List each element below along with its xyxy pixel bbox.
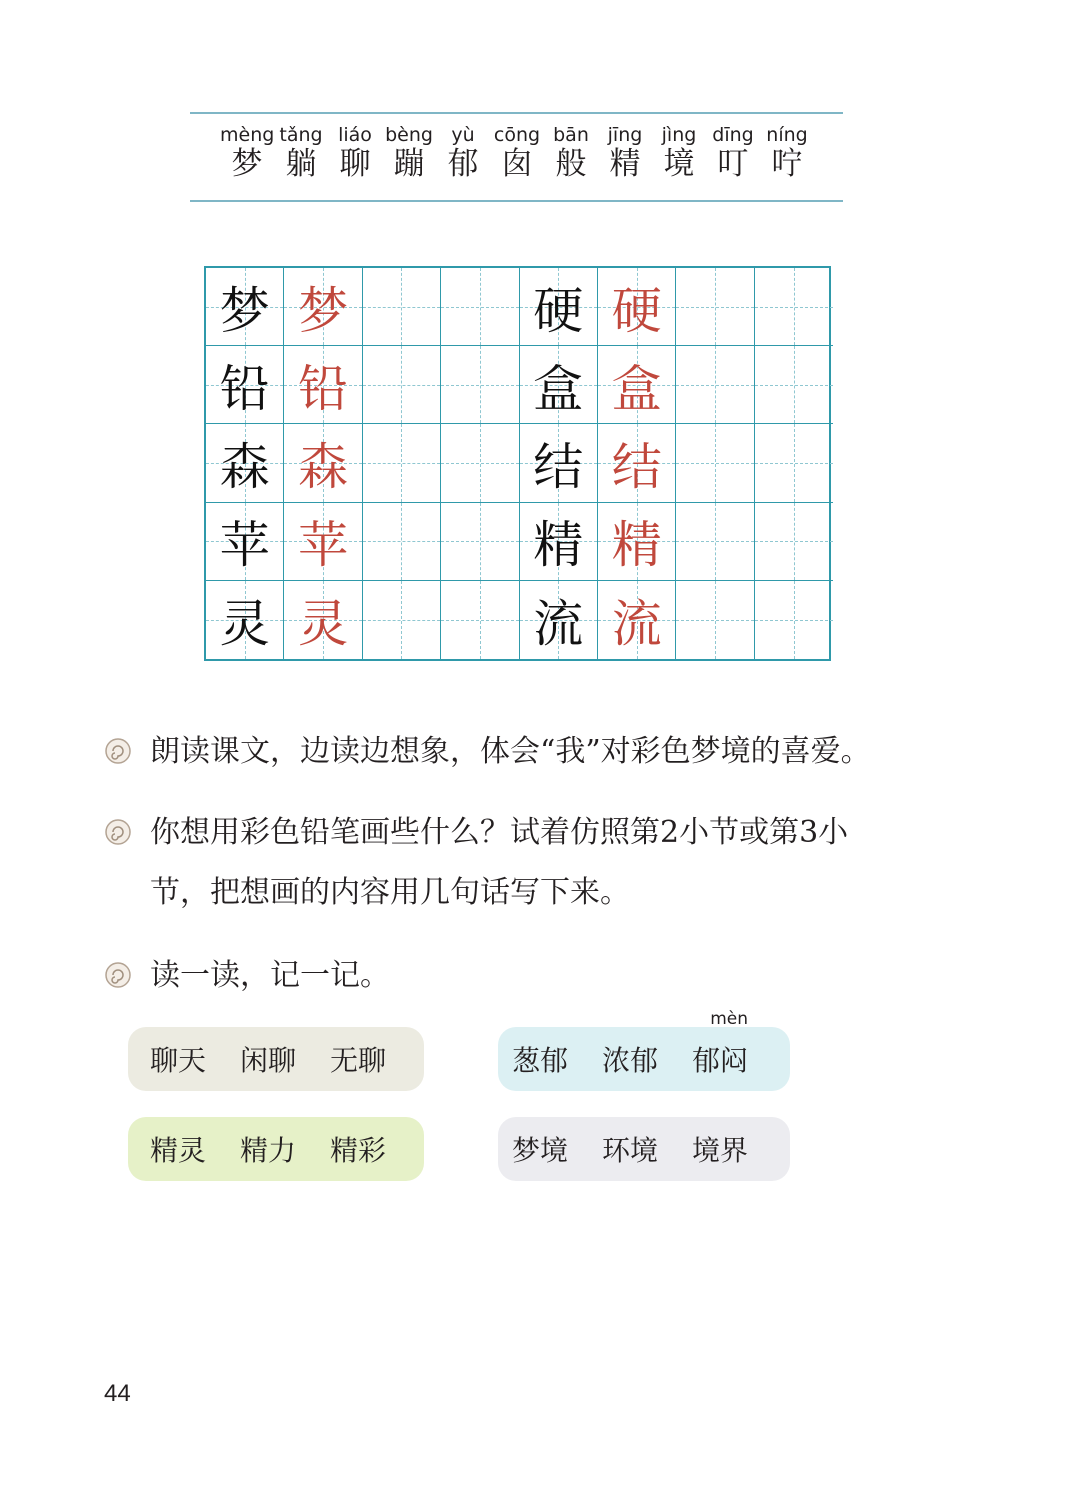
word: 无聊 <box>330 1044 387 1077</box>
hanzi: 梦 <box>231 146 263 182</box>
word-group-yu <box>498 1009 790 1091</box>
new-character <box>382 124 436 182</box>
grid-cell <box>676 346 754 424</box>
task-2-line-2: 节，把想画的内容用几句话写下来。 <box>150 875 630 910</box>
trace-character: 铅 <box>298 359 349 418</box>
word: 闲聊 <box>240 1044 297 1077</box>
hanzi: 叮 <box>717 146 749 182</box>
word: 郁闷 <box>692 1044 749 1077</box>
pinyin: jìng <box>661 124 697 146</box>
grid-row <box>206 424 829 502</box>
writing-practice-grid <box>204 266 831 661</box>
hanzi: 囱 <box>501 146 533 182</box>
word-group-jingjie <box>498 1117 790 1181</box>
pinyin: cōng <box>493 124 541 146</box>
new-characters-row <box>220 124 814 182</box>
grid-cell <box>520 503 598 581</box>
pinyin: bèng <box>385 124 433 146</box>
grid-cell <box>363 581 441 659</box>
task-1-text: 朗读课文，边读边想象，体会“我”对彩色梦境的喜爱。 <box>150 734 871 769</box>
grid-cell <box>284 503 362 581</box>
trace-character: 森 <box>298 437 349 496</box>
hanzi: 境 <box>663 146 695 182</box>
new-character <box>220 124 274 182</box>
grid-cell <box>206 268 284 346</box>
pinyin: liáo <box>338 124 372 146</box>
grid-cell <box>520 424 598 502</box>
model-character: 铅 <box>219 359 270 418</box>
new-characters-band <box>190 112 843 202</box>
task-1 <box>104 722 984 782</box>
word: 精灵 <box>150 1134 207 1167</box>
trace-character: 结 <box>611 437 662 496</box>
word: 聊天 <box>150 1044 207 1077</box>
hanzi: 蹦 <box>393 146 425 182</box>
grid-cell <box>520 346 598 424</box>
grid-row <box>206 581 829 659</box>
grid-cell <box>598 581 676 659</box>
hanzi: 精 <box>609 146 641 182</box>
trace-character: 灵 <box>298 594 349 653</box>
grid-cell <box>206 346 284 424</box>
grid-cell <box>441 424 519 502</box>
word-group-jing <box>128 1117 424 1181</box>
grid-cell <box>598 268 676 346</box>
word: 精彩 <box>330 1134 387 1167</box>
pinyin: níng <box>766 124 808 146</box>
grid-cell <box>284 581 362 659</box>
model-character: 结 <box>533 437 584 496</box>
word: 环境 <box>602 1134 659 1167</box>
new-character <box>490 124 544 182</box>
new-character <box>274 124 328 182</box>
grid-cell <box>598 424 676 502</box>
grid-cell <box>676 503 754 581</box>
grid-cell <box>598 346 676 424</box>
grid-cell <box>441 346 519 424</box>
grid-cell <box>598 503 676 581</box>
hanzi: 般 <box>555 146 587 182</box>
grid-cell <box>363 268 441 346</box>
task-2-line-1: 你想用彩色铅笔画些什么？试着仿照第2小节或第3小 <box>150 815 849 850</box>
grid-cell <box>676 268 754 346</box>
grid-cell <box>441 503 519 581</box>
word: 梦境 <box>512 1134 569 1167</box>
hanzi: 郁 <box>447 146 479 182</box>
grid-row <box>206 268 829 346</box>
grid-cell <box>284 346 362 424</box>
grid-cell <box>363 503 441 581</box>
trace-character: 梦 <box>298 281 349 340</box>
pinyin: bān <box>553 124 589 146</box>
model-character: 精 <box>533 516 584 575</box>
model-character: 硬 <box>533 281 584 340</box>
swirl-bullet-icon <box>104 737 132 765</box>
task-3 <box>104 946 984 1006</box>
pinyin: yù <box>451 124 475 146</box>
grid-cell <box>363 346 441 424</box>
hanzi: 躺 <box>285 146 317 182</box>
word: 浓郁 <box>602 1044 659 1077</box>
model-character: 森 <box>219 437 270 496</box>
new-character <box>706 124 760 182</box>
trace-character: 苹 <box>298 516 349 575</box>
grid-cell <box>206 581 284 659</box>
swirl-bullet-icon <box>104 818 132 846</box>
trace-character: 硬 <box>611 281 662 340</box>
grid-cell <box>284 268 362 346</box>
grid-cell <box>676 581 754 659</box>
swirl-bullet-icon <box>104 961 132 989</box>
word-group-liao <box>128 1027 424 1091</box>
pinyin: dīng <box>712 124 754 146</box>
task-2 <box>104 803 984 923</box>
new-character <box>436 124 490 182</box>
grid-cell <box>363 424 441 502</box>
trace-character: 盒 <box>611 359 662 418</box>
grid-cell <box>206 503 284 581</box>
grid-cell <box>441 268 519 346</box>
model-character: 梦 <box>219 281 270 340</box>
word-with-ruby <box>692 1009 749 1079</box>
grid-cell <box>520 268 598 346</box>
grid-cell <box>284 424 362 502</box>
model-character: 流 <box>533 594 584 653</box>
pinyin: jīng <box>607 124 643 146</box>
task-3-text: 读一读，记一记。 <box>150 958 390 993</box>
hanzi: 聊 <box>339 146 371 182</box>
model-character: 苹 <box>219 516 270 575</box>
band-bottom-rule <box>190 200 843 202</box>
trace-character: 流 <box>611 594 662 653</box>
model-character: 盒 <box>533 359 584 418</box>
word: 境界 <box>692 1134 749 1167</box>
grid-cell <box>755 268 833 346</box>
hanzi: 咛 <box>771 146 803 182</box>
word: 精力 <box>240 1134 297 1167</box>
grid-cell <box>755 581 833 659</box>
grid-row <box>206 346 829 424</box>
grid-row <box>206 503 829 581</box>
grid-cell <box>520 581 598 659</box>
grid-cell <box>206 424 284 502</box>
pinyin-annotation: mèn <box>710 1009 749 1029</box>
grid-cell <box>755 346 833 424</box>
trace-character: 精 <box>611 516 662 575</box>
new-character <box>598 124 652 182</box>
band-top-rule <box>190 112 843 114</box>
pinyin: mèng <box>220 124 275 146</box>
grid-cell <box>441 581 519 659</box>
grid-cell <box>755 503 833 581</box>
model-character: 灵 <box>219 594 270 653</box>
new-character <box>652 124 706 182</box>
pinyin: tǎng <box>279 124 323 146</box>
grid-cell <box>676 424 754 502</box>
new-character <box>544 124 598 182</box>
page-number: 44 <box>104 1380 131 1407</box>
grid-cell <box>755 424 833 502</box>
new-character <box>328 124 382 182</box>
new-character <box>760 124 814 182</box>
word: 葱郁 <box>512 1044 569 1077</box>
